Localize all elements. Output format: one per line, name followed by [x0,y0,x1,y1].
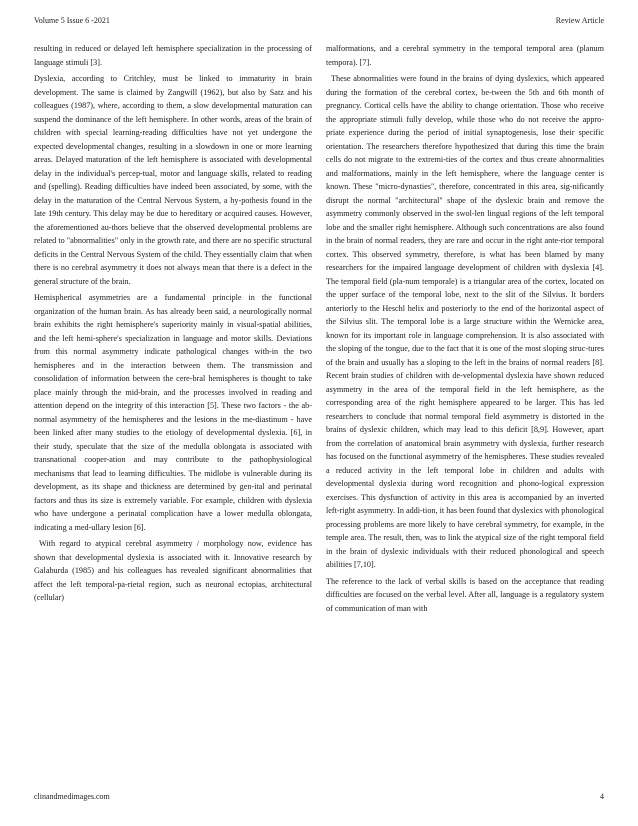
journal-issue: Volume 5 Issue 6 -2021 [34,15,110,25]
paragraph: With regard to atypical cerebral asymmetry / morphology now, evidence has shown that developmental dyslexia is associated with it. Innovative research by Galaburda (1985) and his colleagues has revealed significant abnormalities that affect the left temporal-pa-rietal region, such as neuronal ectopias, architectural (cellular) [34,539,312,602]
paragraph: resulting in reduced or delayed left hemisphere specialization in the processing of language stimuli [3]. [34,44,312,67]
body-columns [34,42,604,782]
paragraph: These abnormalities were found in the brains of dying dyslexics, which appeared during the formation of the cerebral cortex, be-tween the 5th and 6th month of pregnancy. Cortical cells have the ability to change orientation. Those who receive the appropriate stimuli fully develop, while those who do not receive the appro-priate experience during the period of initial synaptogenesis, lose their specific orientation. The researchers therefore hypothesized that during this time the brain cells do not migrate to the extremi-ties of the cortex and thus create abnormalities and malformations, mainly in the left hemisphere, where the language center is known. These "micro-dynasties", therefore, concentrated in this area, sig-nificantly disrupt the normal "architectural" shape of the dyslexic brain and remove the asymmetry commonly observed in the swol-len lingual regions of the left temporal lobe and the smaller right hemisphere. Although such concentrations are also found in the brain of normal readers, they are rare and occur in the right ante-rior temporal cortex. This observed symmetry, therefore, is what has been blamed by many researchers for the impaired language development of children with dyslexia [4]. The temporal field (pla-num temporale) is a triangular area of the cortex, located on the upper surface of the temporal lobe, next to the slit of the Silvius. It borders anteriorly to the Heschl helix and posteriorly to the end of the horizontal aspect of the Silvius slit. The temporal lobe is a large structure within the Wernicke area, known for its important role in language comprehension. It is also associated with the sloping of the tongue, due to the fact that it is one of the most sloping struc-tures of the brain and usually has a sloping to the left in the brains of normal readers [8]. Recent brain studies of children with de-velopmental dyslexia have shown reduced asymmetry in the area of the temporal field in the left hemisphere, as the corresponding area of the right hemisphere appeared to be larger. This has led researchers to conclude that normal temporal field asymmetry is distorted in the brains of dyslexic children, which may lead to this deficit [8,9]. However, apart from the correlation of anatomical brain asymmetry with dyslexia, further research has focused on the functional asymmetry of the hemispheres. These studies revealed a reduced activity in the left temporal lobe in children and adults with developmental dyslexia during word recognition and phono-logical expression exercises. This dysfunction of activity in this area is accompanied by an inverted left-right asymmetry. In addi-tion, it has been found that dyslexics with phonological processing problems are more likely to have cerebral symmetry, for example, in the temple area. The result, then, was to link the atypical size of the right temporal field in the brain of dyslexic individuals with their reduced phonological and speech abilities [7,10]. [326,74,604,569]
article-type: Review Article [555,15,604,25]
running-header [34,14,604,26]
right-column [326,42,604,782]
paragraph: malformations, and a cerebral symmetry in the temporal temporal area (planum tempora). [7]. [326,44,604,67]
paragraph: Hemispherical asymmetries are a fundamental principle in the functional organization of the human brain. As has already been said, a neurologically normal brain exhibits the right hemisphere's superiority mainly in visual-spatial abilities, and the left hemi-sphere's specialization in language and motor skills. Deviations from this normal asymmetry indicate pathological changes with-in the two hemispheres and in the interaction between them. The transmission and consolidation of information between the cere-bral hemispheres is thought to take place mainly through the mid-brain, and the processes involved in reading and attention depend on the integrity of this interaction [5]. These two factors - the ab-normal asymmetry of the hemispheres and the lesions in the me-diastinum - have been linked after many studies to the etiology of developmental dyslexia. [6], in their study, speculate that the size of the medulla oblongata is associated with transnational cooper-ation and may contribute to the pathophysiological mechanisms that lead to learning difficulties. The midlobe is vulnerable during its development, as its shape and thickness are determined by gen-ital and perinatal factors and thus its size is extremely variable. For example, children with dyslexia who have undergone a perinatal complication have a lower medulla oblongata, indicating a med-ullary lesion [6]. [34,293,312,532]
paragraph: Dyslexia, according to Critchley, must be linked to immaturity in brain development. The same is claimed by Zangwill (1962), but also by Satz and his colleagues (1987), where, according to them, a slow developmental maturation can suspend the dominance of the left hemisphere. In other words, areas of the brain of children with special learning-reading difficulties have not yet undergone the expected developmental changes, resulting in a slowdown in one or more learning areas. Delayed maturation of the left hemisphere is associated with developmental delay in the individual's percep-tual, motor and language skills, related to reading and (spelling). Reading difficulties have indeed been associated, by some, with the delay in the maturation of the Central Nervous System, a hy-pothesis found in the late 19th century. This delay may be due to hereditary or acquired causes. However, the aforementioned au-thors believe that the observed developmental problems are related to "abnormalities" only in the growth rate, and there are no specific structural deficits in the Central Nervous System of the child. They essentially claim that when there is no cerebral asymmetry it does not always mean that there is a defect in the general structure of the brain. [34,74,312,286]
paragraph: The reference to the lack of verbal skills is based on the acceptance that reading difficulties are focused on the verbal level. After all, language is a regulatory system of communication of man with [326,576,604,613]
website-link[interactable]: clinandmedimages.com [34,791,110,801]
left-column [34,42,312,782]
running-footer [34,790,604,802]
page-number: 4 [600,791,604,801]
